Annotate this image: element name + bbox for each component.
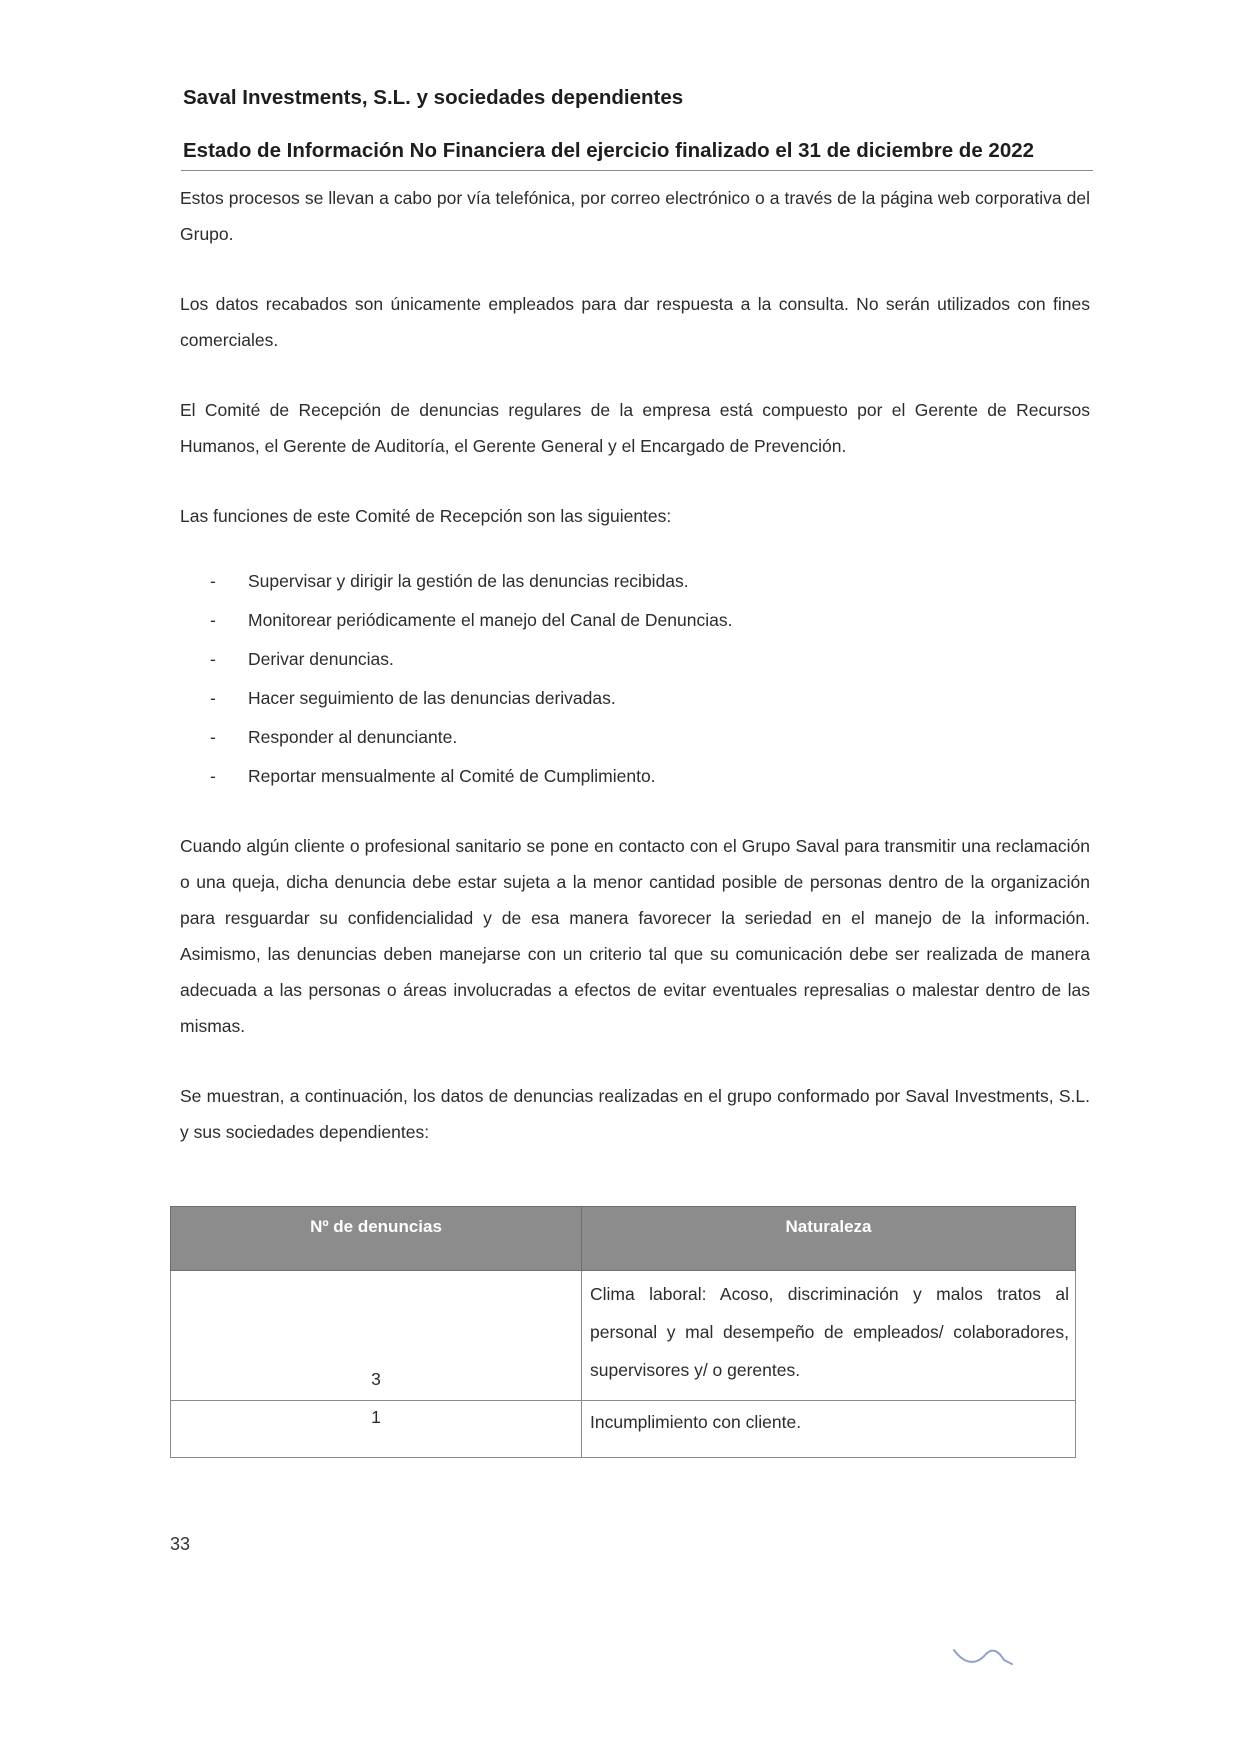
list-item-text: Responder al denunciante. (248, 727, 458, 747)
list-item (180, 679, 1090, 718)
complaint-count-cell: 3 (171, 1271, 582, 1401)
complaints-table (170, 1206, 1076, 1458)
list-item-text: Derivar denuncias. (248, 649, 394, 669)
list-item (180, 718, 1090, 757)
paragraph-table-intro: Se muestran, a continuación, los datos de denuncias realizadas en el grupo conformado por Saval Investments, S.L. y sus sociedades dependientes: (180, 1086, 1090, 1142)
paragraph-functions-intro: Las funciones de este Comité de Recepción son las siguientes: (180, 506, 672, 526)
dash-marker: - (210, 727, 216, 747)
list-item (180, 640, 1090, 679)
paragraph-data-usage: Los datos recabados son únicamente empleados para dar respuesta a la consulta. No serán utilizados con fines comerciales. (180, 294, 1090, 350)
dash-marker: - (210, 649, 216, 669)
list-item-text: Reportar mensualmente al Comité de Cumplimiento. (248, 766, 656, 786)
header-divider (181, 170, 1093, 171)
dash-marker: - (210, 571, 216, 591)
list-item-text: Monitorear periódicamente el manejo del Canal de Denuncias. (248, 610, 733, 630)
page-number: 33 (170, 1534, 191, 1554)
list-item (180, 562, 1090, 601)
list-item-text: Supervisar y dirigir la gestión de las denuncias recibidas. (248, 571, 689, 591)
paragraph-channels: Estos procesos se llevan a cabo por vía telefónica, por correo electrónico o a través de la página web corporativa del Grupo. (180, 188, 1090, 244)
table-header-row (171, 1207, 1076, 1271)
list-item (180, 757, 1090, 796)
paragraph-committee: El Comité de Recepción de denuncias regulares de la empresa está compuesto por el Gerente de Recursos Humanos, el Gerente de Auditoría, el Gerente General y el Encargado de Prevención. (180, 400, 1090, 456)
dash-marker: - (210, 688, 216, 708)
company-header: Saval Investments, S.L. y sociedades dependientes (183, 86, 684, 109)
dash-marker: - (210, 610, 216, 630)
complaint-nature-cell: Incumplimiento con cliente. (582, 1401, 1076, 1458)
table-row (171, 1271, 1076, 1401)
complaint-count-cell: 1 (171, 1401, 582, 1458)
table-row (171, 1401, 1076, 1458)
complaint-nature-cell: Clima laboral: Acoso, discriminación y malos tratos al personal y mal desempeño de empleados/ colaboradores, supervisores y/ o gerentes. (582, 1271, 1076, 1401)
report-title: Estado de Información No Financiera del ejercicio finalizado el 31 de diciembre de 2022 (183, 139, 1035, 162)
functions-list (180, 562, 1090, 796)
column-header-count: Nº de denuncias (171, 1207, 582, 1271)
dash-marker: - (210, 766, 216, 786)
document-body (180, 180, 1090, 1150)
paragraph-confidentiality: Cuando algún cliente o profesional sanitario se pone en contacto con el Grupo Saval para transmitir una reclamación o una queja, dicha denuncia debe estar sujeta a la menor cantidad posible de personas dentro de la organización para resguardar su confidencialidad y de esa manera favorecer la seriedad en el manejo de la información. Asimismo, las denuncias deben manejarse con un criterio tal que su comunicación debe ser realizada de manera adecuada a las personas o áreas involucradas a efectos de evitar eventuales represalias o malestar dentro de las mismas. (180, 836, 1090, 1036)
column-header-nature: Naturaleza (582, 1207, 1076, 1271)
signature-mark-icon (950, 1640, 1020, 1670)
list-item-text: Hacer seguimiento de las denuncias derivadas. (248, 688, 616, 708)
list-item (180, 601, 1090, 640)
